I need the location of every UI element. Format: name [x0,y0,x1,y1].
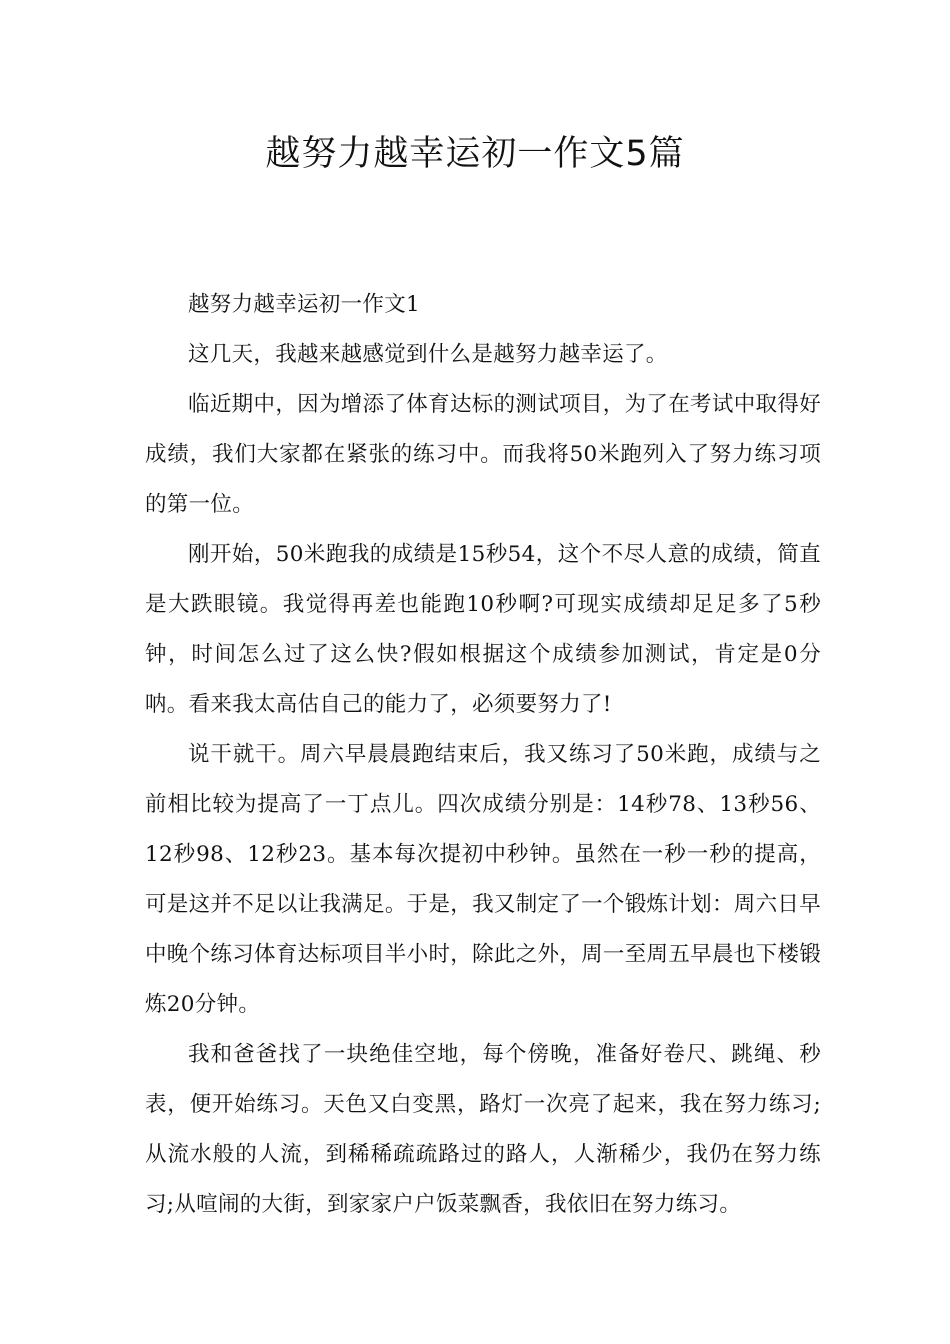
paragraph: 这几天，我越来越感觉到什么是越努力越幸运了。 [188,342,668,367]
page-title: 越努力越幸运初一作文5篇 [265,134,685,174]
paragraph: 我和爸爸找了一块绝佳空地，每个傍晚，准备好卷尺、跳绳、秒表，便开始练习。天色又白变黑，路灯一次亮了起来，我在努力练习;从流水般的人流，到稀稀疏疏路过的路人，人渐稀少，我仍在努力练习;从喧闹的大街，到家家户户饭菜飘香，我依旧在努力练习。 [145,1042,821,1217]
paragraph: 临近期中，因为增添了体育达标的测试项目，为了在考试中取得好成绩，我们大家都在紧张的练习中。而我将50米跑列入了努力练习项的第一位。 [145,392,821,517]
paragraph: 刚开始，50米跑我的成绩是15秒54，这个不尽人意的成绩，简直是大跌眼镜。我觉得再差也能跑10秒啊?可现实成绩却足足多了5秒钟，时间怎么过了这么快?假如根据这个成绩参加测试，肯定是0分呐。看来我太高估自己的能力了，必须要努力了! [145,542,821,717]
article-body [145,280,821,1230]
paragraph: 说干就干。周六早晨晨跑结束后，我又练习了50米跑，成绩与之前相比较为提高了一丁点儿。四次成绩分别是：14秒78、13秒56、12秒98、12秒23。基本每次提初中秒钟。虽然在一秒一秒的提高，可是这并不足以让我满足。于是，我又制定了一个锻炼计划：周六日早中晚个练习体育达标项目半小时，除此之外，周一至周五早晨也下楼锻炼20分钟。 [145,742,821,1017]
section-heading: 越努力越幸运初一作文1 [188,292,420,317]
